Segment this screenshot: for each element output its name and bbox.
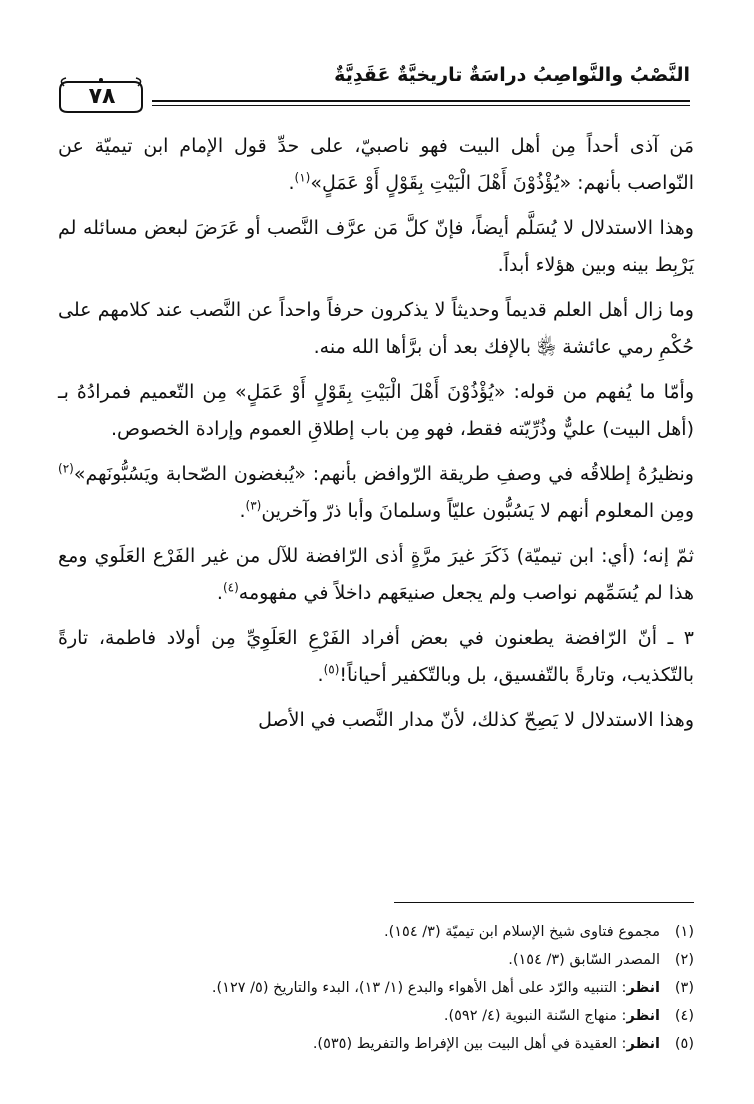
paragraph-5-text-a: ونظيرُهُ إطلاقُه في وصفِ طريقة الرّوافض بأنهم: «يُبغضون الصّحابة ويَسُبُّونَهم»: [73, 463, 694, 485]
footnote-text: : العقيدة في أهل البيت بين الإفراط والتفريط (٥٣٥).: [312, 1036, 627, 1052]
main-text: [58, 128, 694, 747]
footnote-number: (٤): [674, 1008, 694, 1024]
footnotes: [58, 918, 694, 1058]
paragraph-7-end: .: [317, 664, 324, 686]
footnote-ref-4: (٤): [222, 580, 239, 595]
paragraph-5-text-b: ومِن المعلوم أنهم لا يَسُبُّون عليّاً وسلمانَ وأبا ذرّ وآخرين: [261, 500, 694, 522]
paragraph-4: وأمّا ما يُفهم من قوله: «يُؤْذُوْنَ أَهْلَ الْبَيْتِ بِقَوْلٍ أَوْ عَمَلٍ» مِن التّعميم فمرادُهُ بـ (أهل البيت) عليٌّ وذُرِّيّته فقط، فهو مِن باب إطلاقِ العموم وإرادة الخصوص.: [58, 381, 694, 440]
footnote-1: [58, 918, 694, 946]
footnote-lead: انظر: [626, 1036, 660, 1052]
paragraph-1-text: مَن آذى أحداً مِن أهل البيت فهو ناصبيّ، على حدِّ قول الإمام ابن تيميّة عن النّواصب بأنهم: «يُؤْذُوْنَ أَهْلَ الْبَيْتِ بِقَوْلٍ أَوْ عَمَلٍ»: [58, 135, 694, 194]
footnote-ref-3: (٣): [245, 498, 262, 513]
paragraph-1: [58, 128, 694, 202]
footnote-lead: انظر: [626, 980, 660, 996]
footnote-number: (١): [674, 924, 694, 940]
footnote-separator: [394, 902, 694, 903]
footnote-2: [58, 946, 694, 974]
paragraph-6-text: ثمّ إنه؛ (أي: ابن تيميّة) ذَكَرَ غيرَ مرَّةٍ أذى الرّافضة للآل من غير الفَرْع العَلَوي ومع هذا لم يُسَمِّهم نواصب ولم يجعل صنيعَهم داخلاً في مفهومه: [58, 545, 694, 604]
footnote-text: : التنبيه والرّد على أهل الأهواء والبدع (١/ ١٣)، البدء والتاريخ (٥/ ١٢٧).: [211, 980, 627, 996]
footnote-ref-5: (٥): [323, 662, 340, 677]
paragraph-1-end: .: [288, 172, 295, 194]
page-number-frame: [56, 76, 146, 116]
footnote-text: مجموع فتاوى شيخ الإسلام ابن تيميّة (٣/ ١٥٤).: [383, 924, 660, 940]
header-rule: [152, 100, 690, 102]
footnote-text: المصدر السّابق (٣/ ١٥٤).: [508, 952, 660, 968]
footnote-number: (٥): [674, 1036, 694, 1052]
footnote-5: [58, 1030, 694, 1058]
paragraph-2: وهذا الاستدلال لا يُسَلَّم أيضاً، فإنّ كلَّ مَن عرَّف النَّصب أو عَرَضَ لبعض مسائله لم يَرْبِط بينه وبين هؤلاء أبداً.: [58, 217, 694, 276]
paragraph-3: وما زال أهل العلم قديماً وحديثاً لا يذكرون حرفاً واحداً عن النَّصب عند كلامهم على حُكْمِ رمي عائشة ﵂ بالإفك بعد أن برَّأها الله منه.: [58, 299, 694, 358]
footnote-ref-2: (٢): [58, 461, 74, 476]
footnote-number: (٣): [674, 980, 694, 996]
running-title: النَّصْبُ والنَّواصِبُ دراسَةٌ تاريخيَّةٌ عَقَدِيَّةٌ: [334, 64, 690, 86]
header-rule-thin: [152, 105, 690, 106]
footnote-ref-1: (١): [294, 170, 311, 185]
paragraph-6: [58, 538, 694, 612]
paragraph-5-end: .: [239, 500, 246, 522]
footnote-text: : منهاج السّنة النبوية (٤/ ٥٩٢).: [443, 1008, 627, 1024]
page-number: ٧٨: [88, 84, 116, 109]
page-header: [56, 56, 690, 116]
footnote-number: (٢): [674, 952, 694, 968]
footnote-lead: انظر: [626, 1008, 660, 1024]
paragraph-8: وهذا الاستدلال لا يَصِحّ كذلك، لأنّ مدار النَّصب في الأصل: [258, 709, 694, 731]
paragraph-6-end: .: [216, 582, 223, 604]
footnote-4: [58, 1002, 694, 1030]
paragraph-5: [58, 456, 694, 530]
paragraph-7-text: ٣ ـ أنّ الرّافضة يطعنون في بعض أفراد الفَرْعِ العَلَوِيِّ مِن أولاد فاطمة، تارةً بالتّكذيب، وتارةً بالتّفسيق، بل وبالتّكفير أحياناً!: [58, 627, 694, 686]
paragraph-7: [58, 620, 694, 694]
footnote-3: [58, 974, 694, 1002]
